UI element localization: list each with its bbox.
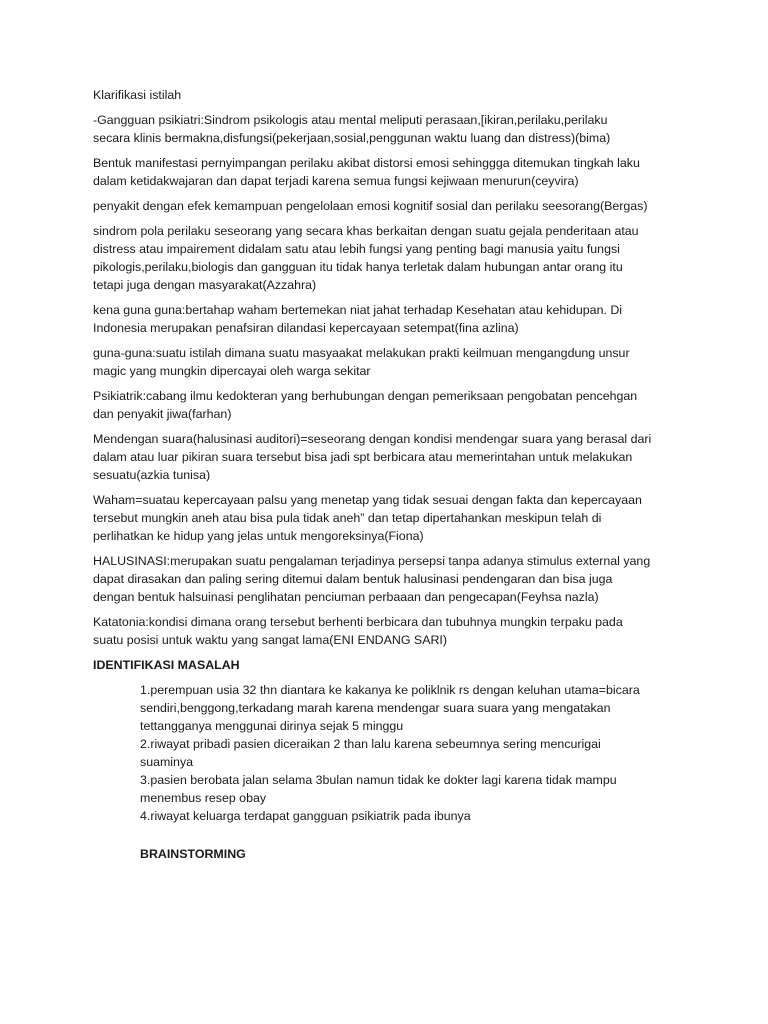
paragraph-line: dengan bentuk halsuinasi penglihatan penciuman perbaaan dan pengecapan(Feyhsa nazla) <box>93 590 599 604</box>
paragraph-line: Bentuk manifestasi pernyimpangan perilaku akibat distorsi emosi sehinggga ditemukan tingkah laku <box>93 156 640 170</box>
paragraph <box>93 491 693 545</box>
paragraph <box>93 222 693 294</box>
list-item-line: tettangganya menggunai dirinya sejak 5 minggu <box>140 719 404 733</box>
section-title-klarifikasi: Klarifikasi istilah <box>93 88 182 102</box>
paragraph-line: guna-guna:suatu istilah dimana suatu masyaakat melakukan prakti keilmuan mengangdung unsur <box>93 346 630 360</box>
paragraph-line: Indonesia merupakan penafsiran dilandasi kepercayaan setempat(fina azlina) <box>93 321 519 335</box>
list-item <box>140 771 693 807</box>
paragraph-line: Psikiatrik:cabang ilmu kedokteran yang berhubungan dengan pemeriksaan pengobatan pencehgan <box>93 389 638 403</box>
list-item <box>140 807 693 825</box>
paragraph-line: -Gangguan psikiatri:Sindrom psikologis atau mental meliputi perasaan,[ikiran,perilaku,perilaku <box>93 113 608 127</box>
paragraph-line: sindrom pola perilaku seseorang yang secara khas berkaitan dengan suatu gejala penderitaan atau <box>93 224 639 238</box>
paragraph-line: dan penyakit jiwa(farhan) <box>93 407 232 421</box>
paragraph <box>93 197 693 215</box>
paragraph-line: Katatonia:kondisi dimana orang tersebut berhenti berbicara dan tubuhnya mungkin terpaku pada <box>93 615 623 629</box>
list-item <box>140 735 693 771</box>
list-item-line: suaminya <box>140 755 194 769</box>
list-item-line: 4.riwayat keluarga terdapat gangguan psikiatrik pada ibunya <box>140 809 471 823</box>
list-item-line: menembus resep obay <box>140 791 267 805</box>
document-content <box>93 86 693 863</box>
paragraph <box>93 387 693 423</box>
section-title-brainstorming: BRAINSTORMING <box>140 847 246 861</box>
paragraph-line: tetapi juga dengan masyarakat(Azzahra) <box>93 278 317 292</box>
paragraph <box>93 344 693 380</box>
paragraph-line: secara klinis bermakna,disfungsi(pekerjaan,sosial,penggunan waktu luang dan distress)(bima) <box>93 131 611 145</box>
paragraph-line: dalam ketidakwajaran dan dapat terjadi karena semua fungsi kejiwaan menurun(ceyvira) <box>93 174 579 188</box>
paragraph-line: perlihatkan ke hidup yang jelas untuk mengoreksinya(Fiona) <box>93 529 424 543</box>
paragraph-line: magic yang mungkin dipercayai oleh warga sekitar <box>93 364 371 378</box>
paragraph <box>93 301 693 337</box>
paragraph-line: kena guna guna:bertahap waham bertemekan niat jahat terhadap Kesehatan atau kehidupan. Di <box>93 303 623 317</box>
list-item-line: sendiri,benggong,terkadang marah karena mendengar suara suara yang mengatakan <box>140 701 611 715</box>
paragraph-list <box>93 111 693 649</box>
list-item-line: 2.riwayat pribadi pasien diceraikan 2 than lalu karena sebeumnya sering mencurigai <box>140 737 601 751</box>
list-item <box>140 681 693 735</box>
paragraph <box>93 111 693 147</box>
paragraph-line: sesuatu(azkia tunisa) <box>93 468 211 482</box>
paragraph-line: suatu posisi untuk waktu yang sangat lama(ENI ENDANG SARI) <box>93 633 447 647</box>
paragraph <box>93 552 693 606</box>
section-title-identifikasi: IDENTIFIKASI MASALAH <box>93 658 240 672</box>
paragraph <box>93 430 693 484</box>
paragraph-line: dalam atau luar pikiran suara tersebut bisa jadi spt berbicara atau memerintahan untuk melakukan <box>93 450 633 464</box>
paragraph-line: Waham=suatau kepercayaan palsu yang menetap yang tidak sesuai dengan fakta dan kepercayaan <box>93 493 642 507</box>
paragraph-line: HALUSINASI:merupakan suatu pengalaman terjadinya persepsi tanpa adanya stimulus external yang <box>93 554 651 568</box>
paragraph-line: distress atau impairement didalam satu atau lebih fungsi yang penting bagi manusia yaitu fungsi <box>93 242 620 256</box>
paragraph-line: pikologis,perilaku,biologis dan gangguan itu tidak hanya terletak dalam hubungan antar orang itu <box>93 260 623 274</box>
identifikasi-list <box>93 681 693 825</box>
list-item-line: 1.perempuan usia 32 thn diantara ke kakanya ke poliklnik rs dengan keluhan utama=bicara <box>140 683 640 697</box>
paragraph-line: penyakit dengan efek kemampuan pengelolaan emosi kognitif sosial dan perilaku seesorang(Bergas) <box>93 199 648 213</box>
paragraph-line: dapat dirasakan dan paling sering ditemui dalam bentuk halusinasi pendengaran dan bisa juga <box>93 572 613 586</box>
paragraph-line: Mendengan suara(halusinasi auditori)=seseorang dengan kondisi mendengar suara yang berasal dari <box>93 432 652 446</box>
paragraph-line: tersebut mungkin aneh atau bisa pula tidak aneh” dan tetap dipertahankan meskipun telah di <box>93 511 602 525</box>
paragraph <box>93 613 693 649</box>
paragraph <box>93 154 693 190</box>
list-item-line: 3.pasien berobata jalan selama 3bulan namun tidak ke dokter lagi karena tidak mampu <box>140 773 617 787</box>
